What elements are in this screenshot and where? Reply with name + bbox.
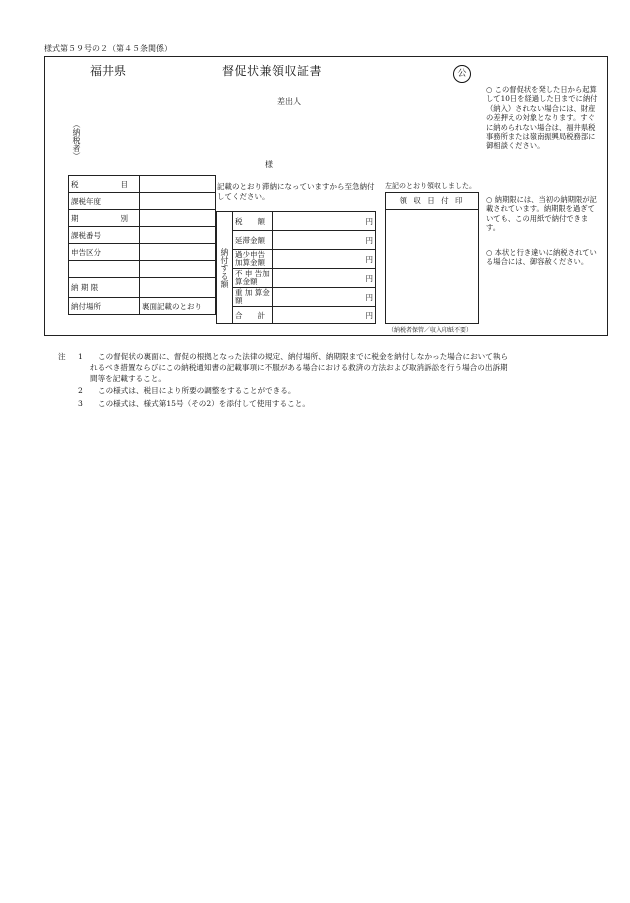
amount-group-label: 納付する額 <box>220 247 229 288</box>
notes-label: 注 <box>58 352 66 361</box>
yen-tax-amount: 円 <box>273 212 376 231</box>
value-tax-number <box>140 227 216 244</box>
side-note-2: ○ 納期限には、当初の納期限が記載されています。納期限を過ぎていても、この用紙で納付できます。 <box>486 195 597 233</box>
value-period <box>140 210 216 227</box>
note-text-1: この督促状の裏面に、督促の根拠となった法律の規定、納付場所、納期限までに税金を納付しなかった場合において執られるべき措置ならびにこの納税通知書の記載事項に不服がある場合における救済の方法および取消訴訟を行う場合の出訴期間等を記載すること。 <box>90 352 509 383</box>
label-due-date: 納 期 限 <box>69 278 140 298</box>
yen-heavy-additional: 円 <box>273 288 376 307</box>
yen-under-declaration: 円 <box>273 250 376 269</box>
note-number-3: 3 <box>78 399 83 408</box>
yen-non-declaration: 円 <box>273 269 376 288</box>
receipt-stamp-box <box>385 192 479 324</box>
label-non-declaration: 不 申 告加算金額 <box>233 269 273 288</box>
value-due-date <box>140 278 216 298</box>
notice-text: 記載のとおり滞納になっていますから至急納付してください。 <box>217 182 375 201</box>
prefecture-name: 福井県 <box>90 64 127 78</box>
document-title: 督促状兼領収証書 <box>222 64 323 78</box>
value-tax-item <box>140 176 216 193</box>
label-declaration-type: 申告区分 <box>69 244 140 261</box>
side-note-1: ○ この督促状を発した日から起算して10日を経過した日までに納付（納入）されない場合には、財産の差押えの対象となります。すぐに納められない場合は、福井県税事務所または嶺南振興局税務部に御相談ください。 <box>486 85 598 151</box>
label-payment-place: 納付場所 <box>69 298 140 315</box>
taxpayer-label: （納税者） <box>72 120 81 160</box>
yen-total: 円 <box>273 307 376 324</box>
label-under-declaration: 過少申告加算金額 <box>233 250 273 269</box>
receipt-footer: （納税者保管／収入印紙不要） <box>388 327 473 334</box>
official-seal: 公 <box>453 65 471 83</box>
label-tax-item: 税 目 <box>69 176 140 193</box>
receipt-header: 左記のとおり領収しました。 <box>385 182 476 190</box>
note-number-2: 2 <box>78 386 83 395</box>
sender-label: 差出人 <box>277 97 301 106</box>
note-text-2: この様式は、税目により所要の調整をすることができる。 <box>98 386 296 395</box>
value-blank <box>140 261 216 278</box>
receipt-stamp-label: 領 収 日 付 印 <box>386 193 478 210</box>
label-tax-amount: 税 額 <box>233 212 273 231</box>
label-period: 期 別 <box>69 210 140 227</box>
label-heavy-additional: 重 加 算金 額 <box>233 288 273 307</box>
tax-info-table <box>68 175 216 315</box>
note-number-1: 1 <box>78 352 83 361</box>
label-tax-year: 課税年度 <box>69 193 140 210</box>
amount-group-cell <box>217 212 233 324</box>
label-delinquency: 延滞金額 <box>233 231 273 250</box>
label-tax-number: 課税番号 <box>69 227 140 244</box>
value-declaration-type <box>140 244 216 261</box>
note-text-3: この様式は、様式第15号（その2）を添付して使用すること。 <box>98 399 310 408</box>
sama-label: 様 <box>265 160 273 169</box>
value-tax-year <box>140 193 216 210</box>
yen-delinquency: 円 <box>273 231 376 250</box>
side-note-3: ○ 本状と行き違いに納税されている場合には、御容赦ください。 <box>486 248 597 267</box>
form-number: 様式第５９号の２（第４５条関係） <box>44 44 172 53</box>
value-payment-place: 裏面記載のとおり <box>140 298 216 315</box>
amount-table <box>216 211 376 324</box>
label-total: 合 計 <box>233 307 273 324</box>
label-blank <box>69 261 140 278</box>
